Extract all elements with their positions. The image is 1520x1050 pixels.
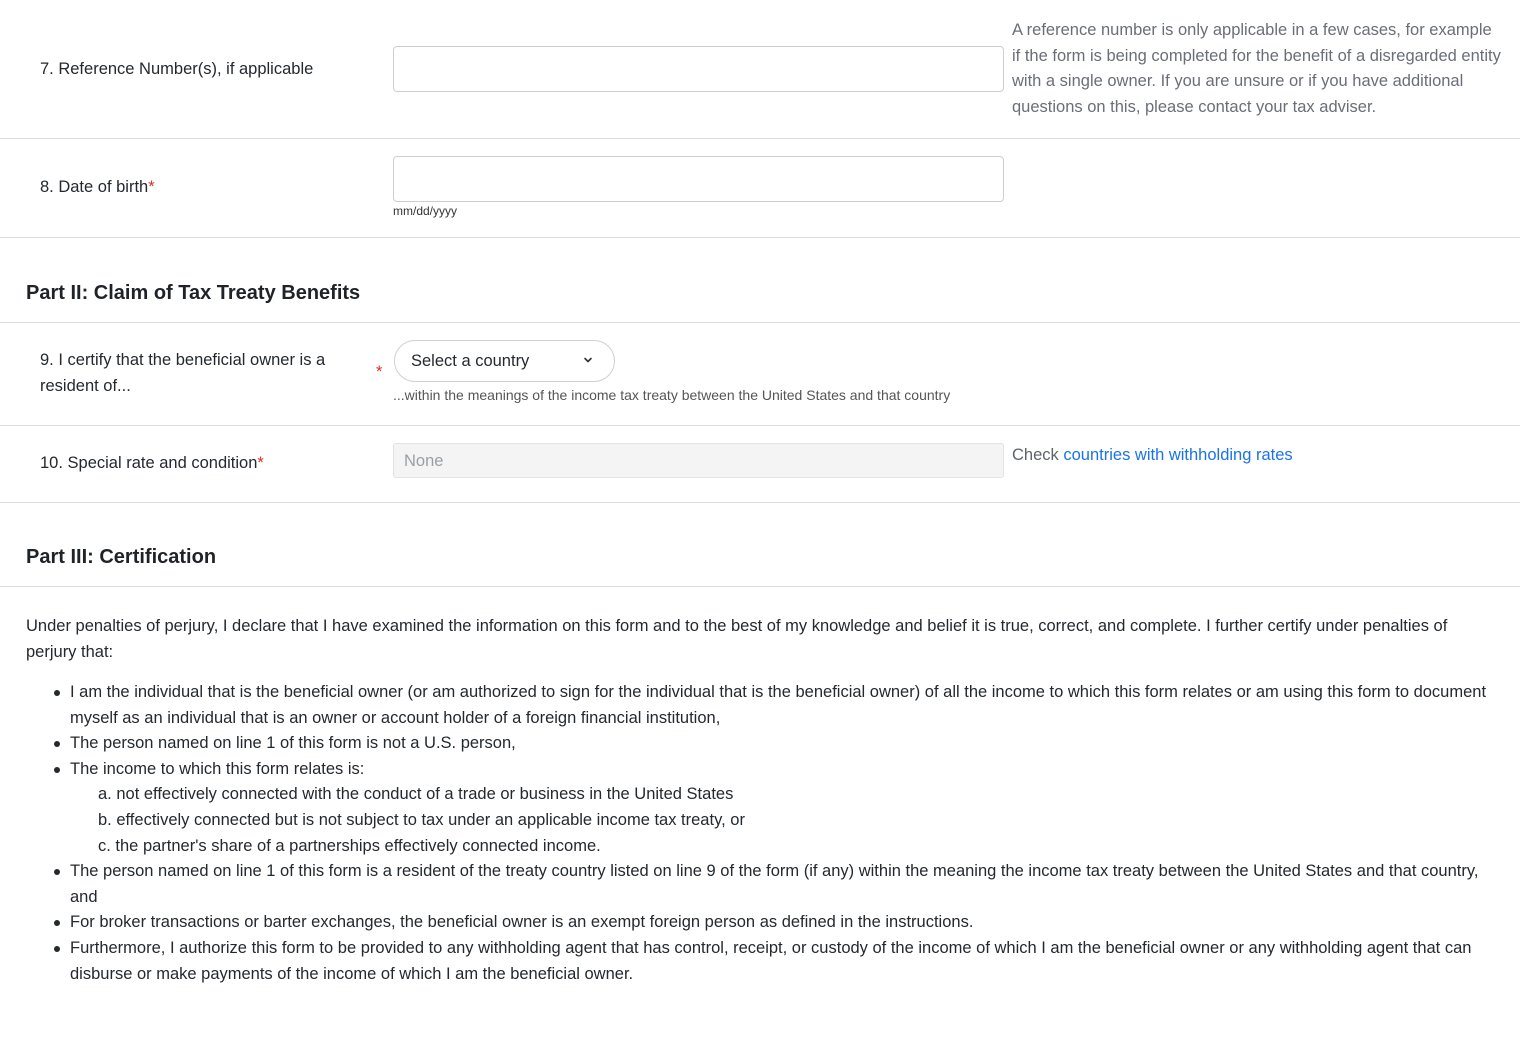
required-asterisk: * [257,454,264,472]
income-sublist [70,782,1496,859]
country-select-value: Select a country [411,352,530,370]
special-rate-label-text: 10. Special rate and condition [40,454,258,472]
special-rate-input [393,443,1004,478]
list-item [26,757,1496,859]
date-of-birth-input[interactable] [393,156,1004,202]
required-asterisk: * [148,178,155,196]
withholding-help [1012,443,1293,469]
list-item-text: The income to which this form relates is: [70,759,365,778]
residence-label: 9. I certify that the beneficial owner is a resident of... [40,351,326,395]
reference-number-row [0,0,1520,139]
part3-title: Part III: Certification [26,546,217,568]
residence-row [0,323,1520,426]
date-format-hint: mm/dd/yyyy [393,204,458,218]
required-asterisk: * [376,363,383,381]
date-of-birth-label-text: 8. Date of birth [40,178,149,196]
list-item: The person named on line 1 of this form is not a U.S. person, [26,731,1496,757]
list-item: For broker transactions or barter exchanges, the beneficial owner is an exempt foreign person as defined in the instructions. [26,910,1496,936]
certification-list [26,680,1496,987]
country-select[interactable] [394,340,615,382]
residence-hint: ...within the meanings of the income tax treaty between the United States and that country [393,387,951,403]
part2-title: Part II: Claim of Tax Treaty Benefits [26,282,361,304]
date-of-birth-row [0,139,1520,238]
withholding-help-prefix: Check [1012,446,1059,464]
special-rate-label [40,450,264,476]
list-item: The person named on line 1 of this form is a resident of the treaty country listed on line 9 of the form (if any) within the meaning the income tax treaty between the United States and that country, and [26,859,1496,910]
sub-list-item: b. effectively connected but is not subject to tax under an applicable income tax treaty, or [98,810,745,829]
part3-header [0,503,1520,587]
reference-number-help: A reference number is only applicable in a few cases, for example if the form is being completed for the benefit of a disregarded entity with a single owner. If you are unsure or if you have additional questions on this, please contact your tax adviser. [1012,21,1501,116]
sub-list-item: a. not effectively connected with the conduct of a trade or business in the United States [98,785,734,804]
certification-intro: Under penalties of perjury, I declare that I have examined the information on this form and to the best of my knowledge and belief it is true, correct, and complete. I further certify under penalties of perjury that: [26,617,1448,661]
special-rate-value: None [404,452,444,470]
reference-number-label: 7. Reference Number(s), if applicable [40,60,314,78]
chevron-down-icon [582,354,594,366]
list-item: Furthermore, I authorize this form to be provided to any withholding agent that has control, receipt, or custody of the income of which I am the beneficial owner or any withholding agent that can disburse or make payments of the income of which I am the beneficial owner. [26,936,1496,987]
date-of-birth-label [40,174,155,200]
list-item: I am the individual that is the beneficial owner (or am authorized to sign for the individual that is the beneficial owner) of all the income to which this form relates or am using this form to document myself as an individual that is an owner or account holder of a foreign financial institution, [26,680,1496,731]
reference-number-input[interactable] [393,46,1004,92]
sub-list-item: c. the partner's share of a partnerships effectively connected income. [98,836,601,855]
withholding-rates-link[interactable]: countries with withholding rates [1063,446,1293,464]
part2-header [0,238,1520,323]
